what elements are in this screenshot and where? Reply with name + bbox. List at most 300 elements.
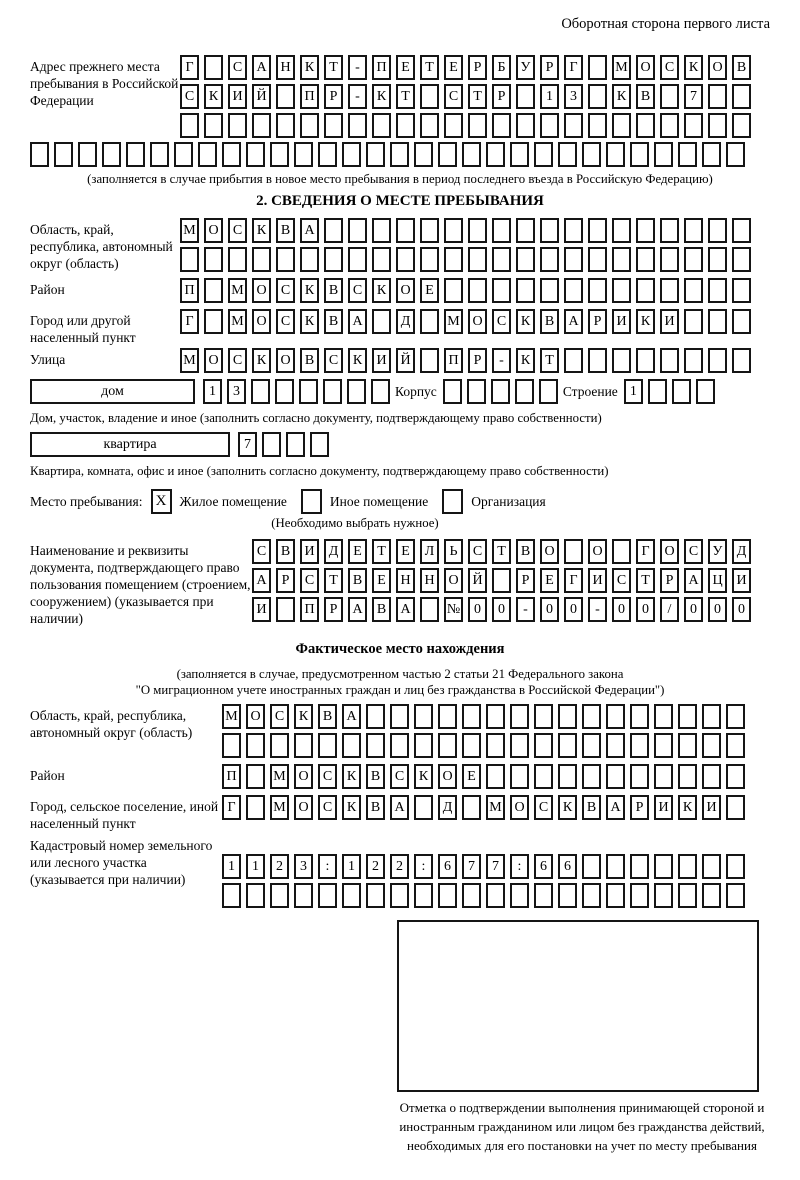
char-cell[interactable]: Т xyxy=(324,55,343,80)
char-cell[interactable]: М xyxy=(222,704,241,729)
char-cell[interactable] xyxy=(510,764,529,789)
char-cell[interactable] xyxy=(414,883,433,908)
char-cell[interactable] xyxy=(708,218,727,243)
char-cell[interactable]: М xyxy=(444,309,463,334)
char-cell[interactable] xyxy=(510,142,529,167)
char-cell[interactable]: 0 xyxy=(612,597,631,622)
char-cell[interactable]: И xyxy=(702,795,721,820)
char-cell[interactable]: 0 xyxy=(636,597,655,622)
char-cell[interactable] xyxy=(486,883,505,908)
char-cell[interactable] xyxy=(606,764,625,789)
checkbox-organization[interactable] xyxy=(442,489,463,514)
char-cell[interactable] xyxy=(516,218,535,243)
char-cell[interactable]: Р xyxy=(468,348,487,373)
char-cell[interactable]: Ц xyxy=(708,568,727,593)
char-cell[interactable] xyxy=(588,247,607,272)
char-cell[interactable] xyxy=(492,278,511,303)
char-cell[interactable] xyxy=(396,218,415,243)
char-cell[interactable]: О xyxy=(252,309,271,334)
char-cell[interactable] xyxy=(486,733,505,758)
char-cell[interactable]: Н xyxy=(276,55,295,80)
char-cell[interactable] xyxy=(606,704,625,729)
char-cell[interactable] xyxy=(222,142,241,167)
char-cell[interactable] xyxy=(204,278,223,303)
char-cell[interactable]: К xyxy=(678,795,697,820)
char-cell[interactable] xyxy=(660,84,679,109)
char-cell[interactable] xyxy=(630,733,649,758)
char-cell[interactable] xyxy=(678,142,697,167)
char-cell[interactable]: О xyxy=(540,539,559,564)
char-cell[interactable] xyxy=(630,883,649,908)
char-cell[interactable] xyxy=(678,764,697,789)
char-cell[interactable] xyxy=(588,113,607,138)
char-cell[interactable] xyxy=(390,142,409,167)
char-cell[interactable] xyxy=(708,278,727,303)
char-cell[interactable] xyxy=(588,84,607,109)
char-cell[interactable]: В xyxy=(324,309,343,334)
char-cell[interactable]: О xyxy=(708,55,727,80)
char-cell[interactable]: А xyxy=(348,309,367,334)
char-cell[interactable]: Т xyxy=(636,568,655,593)
char-cell[interactable]: С xyxy=(276,309,295,334)
char-cell[interactable]: У xyxy=(516,55,535,80)
char-cell[interactable] xyxy=(732,309,751,334)
char-cell[interactable]: Г xyxy=(636,539,655,564)
char-cell[interactable]: К xyxy=(342,764,361,789)
char-cell[interactable]: А xyxy=(396,597,415,622)
char-cell[interactable]: 1 xyxy=(540,84,559,109)
char-cell[interactable] xyxy=(204,309,223,334)
char-cell[interactable]: К xyxy=(342,795,361,820)
char-cell[interactable]: 6 xyxy=(558,854,577,879)
char-cell[interactable] xyxy=(516,84,535,109)
char-cell[interactable]: К xyxy=(252,348,271,373)
char-cell[interactable] xyxy=(726,795,745,820)
char-cell[interactable]: С xyxy=(468,539,487,564)
char-cell[interactable] xyxy=(300,247,319,272)
char-cell[interactable] xyxy=(275,379,294,404)
char-cell[interactable] xyxy=(414,142,433,167)
char-cell[interactable]: А xyxy=(252,568,271,593)
char-cell[interactable]: Т xyxy=(540,348,559,373)
char-cell[interactable] xyxy=(318,883,337,908)
char-cell[interactable]: В xyxy=(366,764,385,789)
char-cell[interactable]: В xyxy=(636,84,655,109)
char-cell[interactable] xyxy=(390,733,409,758)
char-cell[interactable]: М xyxy=(180,218,199,243)
char-cell[interactable] xyxy=(660,278,679,303)
char-cell[interactable] xyxy=(366,142,385,167)
char-cell[interactable] xyxy=(251,379,270,404)
char-cell[interactable] xyxy=(174,142,193,167)
char-cell[interactable]: О xyxy=(204,218,223,243)
char-cell[interactable]: Е xyxy=(540,568,559,593)
char-cell[interactable] xyxy=(294,733,313,758)
char-cell[interactable] xyxy=(606,733,625,758)
char-cell[interactable]: 6 xyxy=(438,854,457,879)
char-cell[interactable]: К xyxy=(516,309,535,334)
char-cell[interactable] xyxy=(606,142,625,167)
checkbox-other-premise[interactable] xyxy=(301,489,322,514)
char-cell[interactable]: С xyxy=(324,348,343,373)
char-cell[interactable]: К xyxy=(372,84,391,109)
char-cell[interactable] xyxy=(582,733,601,758)
char-cell[interactable] xyxy=(558,733,577,758)
char-cell[interactable] xyxy=(654,854,673,879)
char-cell[interactable] xyxy=(262,432,281,457)
char-cell[interactable] xyxy=(438,883,457,908)
char-cell[interactable]: С xyxy=(318,764,337,789)
char-cell[interactable]: С xyxy=(270,704,289,729)
char-cell[interactable] xyxy=(684,113,703,138)
char-cell[interactable] xyxy=(516,278,535,303)
char-cell[interactable] xyxy=(702,883,721,908)
char-cell[interactable] xyxy=(534,764,553,789)
char-cell[interactable]: В xyxy=(276,539,295,564)
char-cell[interactable]: 1 xyxy=(203,379,222,404)
char-cell[interactable]: Т xyxy=(492,539,511,564)
char-cell[interactable] xyxy=(630,704,649,729)
char-cell[interactable]: 0 xyxy=(540,597,559,622)
house-type-box[interactable]: дом xyxy=(30,379,195,404)
char-cell[interactable] xyxy=(726,704,745,729)
apartment-type-box[interactable]: квартира xyxy=(30,432,230,457)
char-cell[interactable]: О xyxy=(660,539,679,564)
char-cell[interactable]: И xyxy=(732,568,751,593)
char-cell[interactable] xyxy=(708,84,727,109)
char-cell[interactable]: К xyxy=(300,278,319,303)
char-cell[interactable]: Р xyxy=(588,309,607,334)
char-cell[interactable]: В xyxy=(540,309,559,334)
char-cell[interactable]: Б xyxy=(492,55,511,80)
char-cell[interactable] xyxy=(252,113,271,138)
char-cell[interactable] xyxy=(612,539,631,564)
char-cell[interactable] xyxy=(366,883,385,908)
char-cell[interactable] xyxy=(726,883,745,908)
char-cell[interactable]: 0 xyxy=(564,597,583,622)
char-cell[interactable]: 0 xyxy=(684,597,703,622)
char-cell[interactable]: Р xyxy=(324,84,343,109)
char-cell[interactable] xyxy=(630,142,649,167)
char-cell[interactable] xyxy=(558,704,577,729)
char-cell[interactable] xyxy=(564,113,583,138)
char-cell[interactable]: П xyxy=(372,55,391,80)
char-cell[interactable] xyxy=(180,247,199,272)
char-cell[interactable]: К xyxy=(558,795,577,820)
char-cell[interactable]: С xyxy=(612,568,631,593)
char-cell[interactable] xyxy=(486,704,505,729)
char-cell[interactable]: П xyxy=(444,348,463,373)
char-cell[interactable] xyxy=(660,348,679,373)
char-cell[interactable]: 1 xyxy=(342,854,361,879)
char-cell[interactable] xyxy=(467,379,486,404)
char-cell[interactable]: С xyxy=(228,55,247,80)
char-cell[interactable] xyxy=(588,218,607,243)
char-cell[interactable] xyxy=(462,795,481,820)
char-cell[interactable]: М xyxy=(270,795,289,820)
char-cell[interactable]: Е xyxy=(444,55,463,80)
char-cell[interactable]: В xyxy=(276,218,295,243)
char-cell[interactable] xyxy=(726,764,745,789)
char-cell[interactable] xyxy=(660,247,679,272)
char-cell[interactable] xyxy=(564,218,583,243)
char-cell[interactable] xyxy=(348,247,367,272)
char-cell[interactable] xyxy=(612,278,631,303)
char-cell[interactable] xyxy=(324,247,343,272)
char-cell[interactable]: 0 xyxy=(468,597,487,622)
char-cell[interactable] xyxy=(534,883,553,908)
char-cell[interactable]: В xyxy=(324,278,343,303)
char-cell[interactable]: М xyxy=(486,795,505,820)
char-cell[interactable]: К xyxy=(252,218,271,243)
char-cell[interactable] xyxy=(636,278,655,303)
char-cell[interactable] xyxy=(654,883,673,908)
char-cell[interactable] xyxy=(612,348,631,373)
char-cell[interactable]: А xyxy=(606,795,625,820)
char-cell[interactable] xyxy=(323,379,342,404)
char-cell[interactable] xyxy=(342,883,361,908)
char-cell[interactable]: К xyxy=(294,704,313,729)
char-cell[interactable]: И xyxy=(372,348,391,373)
char-cell[interactable] xyxy=(252,247,271,272)
char-cell[interactable]: Н xyxy=(420,568,439,593)
char-cell[interactable]: О xyxy=(204,348,223,373)
char-cell[interactable] xyxy=(372,247,391,272)
char-cell[interactable] xyxy=(324,218,343,243)
char-cell[interactable]: О xyxy=(294,795,313,820)
char-cell[interactable] xyxy=(582,883,601,908)
char-cell[interactable]: Д xyxy=(438,795,457,820)
char-cell[interactable]: И xyxy=(612,309,631,334)
char-cell[interactable]: С xyxy=(534,795,553,820)
char-cell[interactable] xyxy=(390,704,409,729)
char-cell[interactable] xyxy=(732,247,751,272)
char-cell[interactable]: Р xyxy=(324,597,343,622)
char-cell[interactable] xyxy=(102,142,121,167)
char-cell[interactable] xyxy=(540,113,559,138)
char-cell[interactable]: Г xyxy=(180,55,199,80)
char-cell[interactable]: Г xyxy=(564,55,583,80)
char-cell[interactable] xyxy=(342,733,361,758)
char-cell[interactable]: В xyxy=(732,55,751,80)
char-cell[interactable] xyxy=(299,379,318,404)
char-cell[interactable] xyxy=(510,733,529,758)
char-cell[interactable] xyxy=(612,247,631,272)
char-cell[interactable] xyxy=(366,704,385,729)
char-cell[interactable]: Д xyxy=(324,539,343,564)
char-cell[interactable]: Т xyxy=(468,84,487,109)
char-cell[interactable]: С xyxy=(252,539,271,564)
char-cell[interactable] xyxy=(612,218,631,243)
char-cell[interactable]: Р xyxy=(468,55,487,80)
char-cell[interactable] xyxy=(444,113,463,138)
char-cell[interactable] xyxy=(492,113,511,138)
char-cell[interactable] xyxy=(348,218,367,243)
char-cell[interactable] xyxy=(420,218,439,243)
char-cell[interactable]: И xyxy=(660,309,679,334)
char-cell[interactable] xyxy=(222,733,241,758)
char-cell[interactable]: Д xyxy=(396,309,415,334)
char-cell[interactable]: О xyxy=(510,795,529,820)
char-cell[interactable] xyxy=(516,113,535,138)
char-cell[interactable] xyxy=(468,247,487,272)
char-cell[interactable] xyxy=(270,883,289,908)
char-cell[interactable]: В xyxy=(516,539,535,564)
char-cell[interactable] xyxy=(444,278,463,303)
char-cell[interactable] xyxy=(246,883,265,908)
char-cell[interactable] xyxy=(582,854,601,879)
char-cell[interactable] xyxy=(270,142,289,167)
char-cell[interactable]: К xyxy=(684,55,703,80)
char-cell[interactable]: - xyxy=(348,55,367,80)
char-cell[interactable]: 0 xyxy=(732,597,751,622)
char-cell[interactable]: С xyxy=(180,84,199,109)
char-cell[interactable]: К xyxy=(300,309,319,334)
char-cell[interactable] xyxy=(564,348,583,373)
char-cell[interactable] xyxy=(318,733,337,758)
char-cell[interactable]: А xyxy=(300,218,319,243)
char-cell[interactable] xyxy=(540,247,559,272)
char-cell[interactable] xyxy=(444,218,463,243)
char-cell[interactable] xyxy=(606,854,625,879)
char-cell[interactable]: И xyxy=(588,568,607,593)
char-cell[interactable] xyxy=(582,704,601,729)
char-cell[interactable]: С xyxy=(444,84,463,109)
char-cell[interactable] xyxy=(726,854,745,879)
char-cell[interactable]: О xyxy=(468,309,487,334)
char-cell[interactable]: 1 xyxy=(222,854,241,879)
char-cell[interactable] xyxy=(414,704,433,729)
char-cell[interactable] xyxy=(582,764,601,789)
char-cell[interactable] xyxy=(204,247,223,272)
char-cell[interactable] xyxy=(438,733,457,758)
char-cell[interactable]: : xyxy=(510,854,529,879)
char-cell[interactable]: 1 xyxy=(246,854,265,879)
char-cell[interactable]: Л xyxy=(420,539,439,564)
char-cell[interactable] xyxy=(468,278,487,303)
char-cell[interactable]: В xyxy=(366,795,385,820)
char-cell[interactable] xyxy=(222,883,241,908)
char-cell[interactable]: Р xyxy=(540,55,559,80)
char-cell[interactable] xyxy=(294,883,313,908)
char-cell[interactable]: Г xyxy=(222,795,241,820)
char-cell[interactable]: - xyxy=(588,597,607,622)
char-cell[interactable]: Г xyxy=(180,309,199,334)
char-cell[interactable] xyxy=(286,432,305,457)
char-cell[interactable] xyxy=(564,247,583,272)
char-cell[interactable]: 3 xyxy=(227,379,246,404)
char-cell[interactable]: В xyxy=(348,568,367,593)
char-cell[interactable] xyxy=(396,113,415,138)
char-cell[interactable]: А xyxy=(684,568,703,593)
char-cell[interactable]: : xyxy=(318,854,337,879)
char-cell[interactable]: П xyxy=(180,278,199,303)
char-cell[interactable] xyxy=(246,733,265,758)
char-cell[interactable] xyxy=(126,142,145,167)
char-cell[interactable] xyxy=(696,379,715,404)
char-cell[interactable]: А xyxy=(252,55,271,80)
char-cell[interactable]: К xyxy=(300,55,319,80)
char-cell[interactable] xyxy=(270,733,289,758)
char-cell[interactable]: 1 xyxy=(624,379,643,404)
char-cell[interactable]: Т xyxy=(396,84,415,109)
char-cell[interactable]: О xyxy=(276,348,295,373)
char-cell[interactable] xyxy=(636,247,655,272)
char-cell[interactable] xyxy=(708,309,727,334)
char-cell[interactable] xyxy=(660,113,679,138)
char-cell[interactable] xyxy=(684,348,703,373)
char-cell[interactable]: 6 xyxy=(534,854,553,879)
char-cell[interactable]: Е xyxy=(462,764,481,789)
char-cell[interactable] xyxy=(310,432,329,457)
char-cell[interactable] xyxy=(702,764,721,789)
char-cell[interactable]: И xyxy=(654,795,673,820)
char-cell[interactable] xyxy=(515,379,534,404)
char-cell[interactable] xyxy=(366,733,385,758)
char-cell[interactable]: : xyxy=(414,854,433,879)
char-cell[interactable] xyxy=(702,142,721,167)
char-cell[interactable]: Р xyxy=(660,568,679,593)
char-cell[interactable] xyxy=(732,113,751,138)
char-cell[interactable] xyxy=(462,704,481,729)
char-cell[interactable]: 2 xyxy=(366,854,385,879)
char-cell[interactable]: П xyxy=(222,764,241,789)
char-cell[interactable] xyxy=(540,278,559,303)
char-cell[interactable] xyxy=(510,704,529,729)
char-cell[interactable] xyxy=(246,142,265,167)
char-cell[interactable] xyxy=(246,795,265,820)
char-cell[interactable]: С xyxy=(228,218,247,243)
char-cell[interactable]: В xyxy=(582,795,601,820)
char-cell[interactable]: 0 xyxy=(708,597,727,622)
char-cell[interactable]: У xyxy=(708,539,727,564)
char-cell[interactable] xyxy=(534,704,553,729)
char-cell[interactable] xyxy=(684,247,703,272)
char-cell[interactable]: С xyxy=(684,539,703,564)
char-cell[interactable] xyxy=(468,218,487,243)
char-cell[interactable] xyxy=(246,764,265,789)
char-cell[interactable]: 7 xyxy=(238,432,257,457)
char-cell[interactable]: Т xyxy=(324,568,343,593)
char-cell[interactable]: А xyxy=(348,597,367,622)
char-cell[interactable] xyxy=(347,379,366,404)
char-cell[interactable] xyxy=(564,539,583,564)
char-cell[interactable] xyxy=(558,764,577,789)
char-cell[interactable]: О xyxy=(438,764,457,789)
char-cell[interactable]: Р xyxy=(630,795,649,820)
char-cell[interactable]: С xyxy=(228,348,247,373)
char-cell[interactable] xyxy=(276,84,295,109)
char-cell[interactable] xyxy=(588,55,607,80)
char-cell[interactable] xyxy=(732,218,751,243)
char-cell[interactable]: А xyxy=(342,704,361,729)
char-cell[interactable] xyxy=(684,218,703,243)
char-cell[interactable] xyxy=(462,142,481,167)
char-cell[interactable] xyxy=(684,278,703,303)
char-cell[interactable] xyxy=(204,113,223,138)
char-cell[interactable] xyxy=(702,733,721,758)
char-cell[interactable]: 2 xyxy=(270,854,289,879)
char-cell[interactable]: А xyxy=(564,309,583,334)
char-cell[interactable] xyxy=(534,733,553,758)
char-cell[interactable] xyxy=(726,733,745,758)
char-cell[interactable] xyxy=(732,84,751,109)
char-cell[interactable] xyxy=(443,379,462,404)
char-cell[interactable] xyxy=(444,247,463,272)
char-cell[interactable] xyxy=(708,247,727,272)
char-cell[interactable] xyxy=(468,113,487,138)
char-cell[interactable]: К xyxy=(516,348,535,373)
